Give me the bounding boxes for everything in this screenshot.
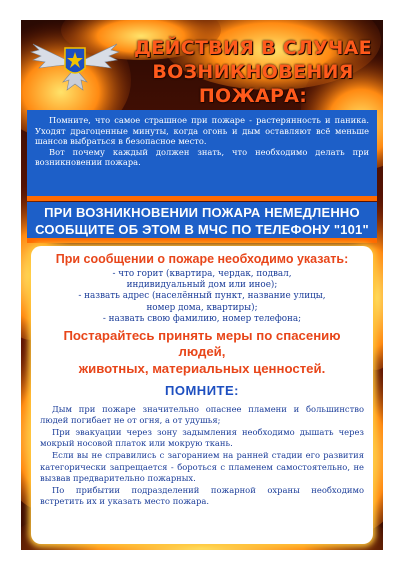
call-line-1: ПРИ ВОЗНИКНОВЕНИИ ПОЖАРА НЕМЕДЛЕННО: [44, 205, 360, 220]
poster-title: [125, 36, 381, 108]
orange-divider: [27, 196, 377, 201]
body-paragraph: При эвакуации через зону задымления необходимо дышать через мокрый носовой платок или мокрую ткань.: [40, 426, 364, 449]
emergency-emblem-icon: [29, 34, 121, 94]
rescue-heading-line-2: животных, материальных ценностей.: [78, 361, 326, 377]
list-item: номер дома, квартиры);: [146, 302, 258, 313]
poster: [21, 20, 383, 550]
orange-divider: [27, 238, 377, 243]
body-paragraph: По прибытии подразделений пожарной охраны необходимо встретить их и указать место пожара.: [40, 484, 364, 507]
title-line-2: ВОЗНИКНОВЕНИЯ ПОЖАРА:: [152, 61, 354, 107]
report-heading: При сообщении о пожаре необходимо указать:: [55, 252, 349, 266]
list-item: - назвать свою фамилию, номер телефона;: [102, 313, 302, 324]
instructions-panel: [31, 246, 373, 544]
call-line-2: СООБЩИТЕ ОБ ЭТОМ В МЧС ПО ТЕЛЕФОНУ "101": [35, 222, 369, 237]
list-item: индивидуальный дом или иное);: [126, 280, 278, 291]
report-list: [40, 269, 364, 325]
title-line-1: ДЕЙСТВИЯ В СЛУЧАЕ: [134, 37, 372, 59]
intro-block: [27, 110, 377, 196]
list-item: - что горит (квартира, чердак, подвал,: [112, 269, 292, 279]
intro-paragraph: Помните, что самое страшное при пожаре - растерянность и паника. Уходят драгоценные минуты, когда огонь и дым оставляют всё меньше шансов выбраться в безопасное место.: [35, 115, 369, 147]
intro-paragraph: Вот почему каждый должен знать, что необходимо делать при возникновении пожара.: [35, 146, 369, 168]
rescue-heading-line-1: Постарайтесь принять меры по спасению людей,: [63, 328, 341, 359]
list-item: - назвать адрес (населённый пункт, название улицы,: [78, 291, 326, 302]
remember-body: [40, 404, 364, 508]
body-paragraph: Дым при пожаре значительно опаснее пламени и большинство людей погибает не от огня, а от удушья;: [40, 403, 364, 425]
body-paragraph: Если вы не справились с загоранием на ранней стадии его развития категорически запрещается - бороться с пламенем самостоятельно, не вызвав предварительно пожарных.: [40, 450, 364, 483]
poster-header: [21, 20, 383, 108]
emergency-call-banner: [27, 202, 377, 238]
remember-heading: ПОМНИТЕ:: [165, 382, 239, 398]
